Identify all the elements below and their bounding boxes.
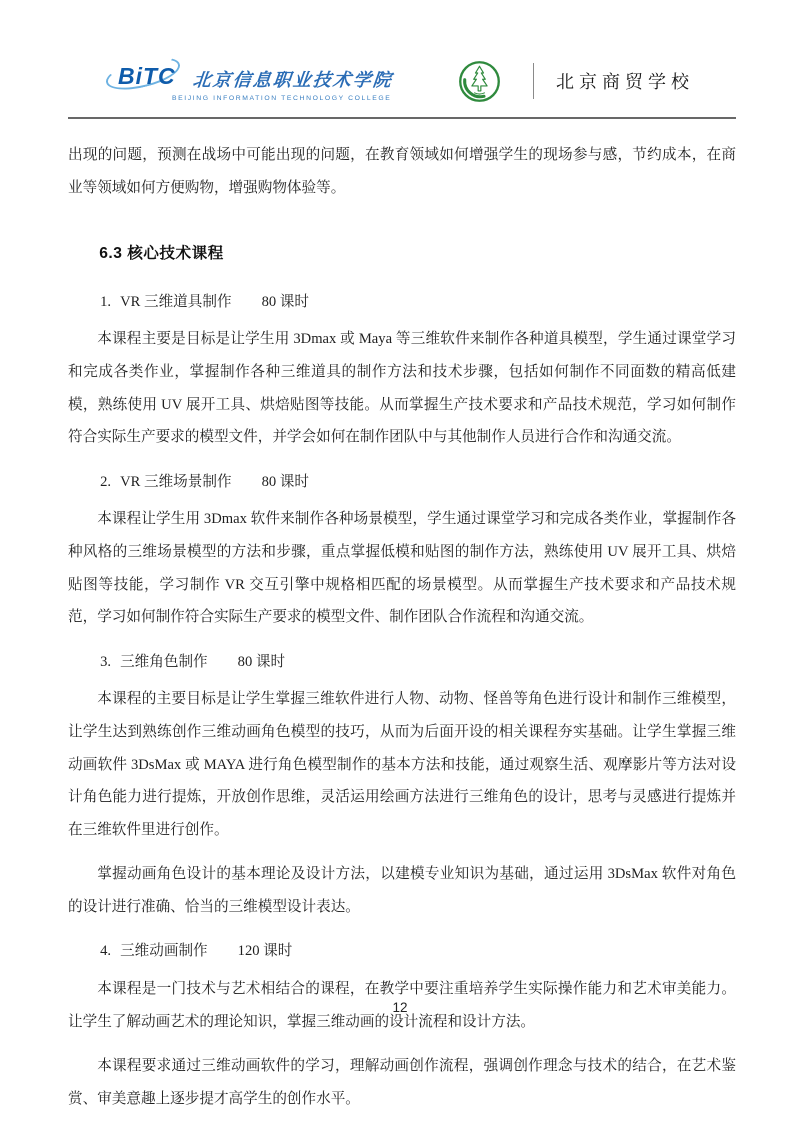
bitc-abbr: BiTC — [118, 62, 176, 89]
course-item — [68, 466, 736, 499]
course-number: 4. — [100, 943, 112, 960]
course-title: VR 三维道具制作 — [120, 293, 232, 310]
pine-tree-logo-icon — [458, 60, 501, 103]
course-number: 1. — [100, 293, 112, 310]
bitc-logo — [114, 61, 393, 102]
course-title: 三维动画制作 — [120, 943, 208, 960]
body-paragraph: 本课程要求通过三维动画软件的学习，理解动画创作流程，强调创作理念与技术的结合，在艺术鉴赏、审美意趣上逐步提才高学生的创作水平。 — [68, 1058, 736, 1107]
page-header — [68, 50, 736, 112]
course-item — [68, 286, 736, 319]
section-heading: 6.3 核心技术课程 — [99, 245, 224, 263]
course-title: VR 三维场景制作 — [120, 473, 232, 490]
course-hours: 80 课时 — [261, 293, 309, 310]
page-footer — [0, 999, 800, 1017]
course-item — [68, 935, 736, 968]
course-number: 2. — [100, 473, 112, 490]
body-paragraph: 本课程让学生用 3Dmax 软件来制作各种场景模型，学生通过课堂学习和完成各类作业，掌握制作各种风格的三维场景模型的方法和步骤，重点掌握低模和贴图的制作方法，熟练使用 UV 展开工具、烘焙贴图等技能，学习制作 VR 交互引擎中规格相匹配的场景模型。从而掌握生产技术要求和产品技术规范，学习如何制作符合实际生产要求的模型文件、制作团队合作流程和沟通交流。 — [68, 511, 736, 626]
course-hours: 80 课时 — [261, 473, 309, 490]
course-hours: 120 课时 — [237, 943, 293, 960]
bmq-school-name: 北京商贸学校 — [556, 72, 694, 92]
body-paragraph: 本课程主要是目标是让学生用 3Dmax 或 Maya 等三维软件来制作各种道具模型，学生通过课堂学习和完成各类作业，掌握制作各种三维道具的制作方法和技术步骤，包括如何制作不同面数的精高低建模，熟练使用 UV 展开工具、烘焙贴图等技能。从而掌握生产技术要求和产品技术规范，学习如何制作符合实际生产要求的模型文件，并学会如何在制作团队中与其他制作人员进行合作和沟通交流。 — [68, 331, 736, 446]
course-item — [68, 646, 736, 679]
body-paragraph: 本课程是一门技术与艺术相结合的课程，在教学中要注重培养学生实际操作能力和艺术审美能力。让学生了解动画艺术的理论知识，掌握三维动画的设计流程和设计方法。 — [68, 981, 736, 1030]
header-rule — [68, 117, 736, 119]
course-title: 三维角色制作 — [120, 653, 208, 670]
header-divider — [533, 63, 534, 99]
body-paragraph: 掌握动画角色设计的基本理论及设计方法，以建模专业知识为基础，通过运用 3DsMax 软件对角色的设计进行准确、恰当的三维模型设计表达。 — [68, 866, 736, 915]
course-hours: 80 课时 — [237, 653, 286, 670]
course-number: 3. — [100, 653, 112, 670]
body-paragraph: 出现的问题，预测在战场中可能出现的问题，在教育领域如何增强学生的现场参与感，节约成本，在商业等领域如何方便购物，增强购物体验等。 — [68, 147, 736, 196]
bitc-logo-mark — [114, 61, 186, 92]
bmq-logo — [458, 60, 736, 103]
body-paragraph: 本课程的主要目标是让学生掌握三维软件进行人物、动物、怪兽等角色进行设计和制作三维模型，让学生达到熟练创作三维动画角色模型的技巧，从而为后面开设的相关课程夯实基础。让学生掌握三维动画软件 3DsMax 或 MAYA 进行角色模型制作的基本方法和技能，通过观察生活、观摩影片等方法对设计角色能力进行提炼，开放创作思维，灵活运用绘画方法进行三维角色的设计，思考与灵感进行提炼并在三维软件里进行创作。 — [68, 691, 736, 838]
document-body — [68, 139, 736, 1127]
bitc-name-en: BEIJING INFORMATION TECHNOLOGY COLLEGE — [172, 94, 392, 102]
bitc-name-cn: 北京信息职业技术学院 — [191, 69, 394, 90]
page-number: 12 — [392, 1000, 408, 1015]
